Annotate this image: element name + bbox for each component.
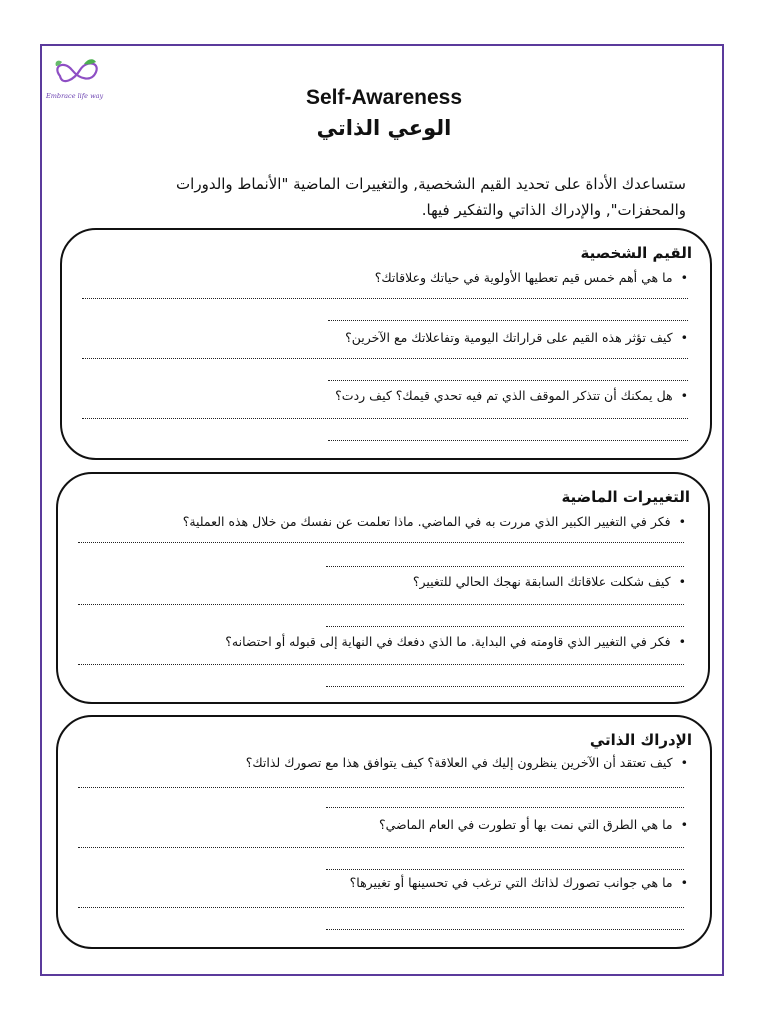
answer-line[interactable] [326,869,684,870]
question-item [350,875,688,890]
question-text: ما هي أهم خمس قيم تعطيها الأولوية في حياتك وعلاقاتك؟ [374,270,673,285]
question-text: ما هي الطرق التي نمت بها أو تطورت في العام الماضي؟ [379,817,673,832]
question-item [345,330,688,345]
bullet-icon: • [678,634,686,649]
section-personal-values [60,228,712,460]
page-title-english: Self-Awareness [305,86,463,109]
answer-line[interactable] [78,907,684,908]
question-item [375,270,688,285]
question-item [379,817,688,832]
question-text: فكر في التغيير الذي قاومته في البداية. ما الذي دفعك في النهاية إلى قبوله أو احتضانه؟ [225,634,671,649]
section-title: التغييرات الماضية [561,488,690,506]
bullet-icon: • [678,514,686,529]
bullet-icon: • [678,574,686,589]
answer-line[interactable] [328,320,688,321]
section-title: القيم الشخصية [580,244,692,262]
answer-line[interactable] [78,787,684,788]
answer-line[interactable] [78,664,684,665]
answer-line[interactable] [78,604,684,605]
question-item [246,755,688,770]
answer-line[interactable] [78,542,684,543]
intro-paragraph: ستساعدك الأداة على تحديد القيم الشخصية, والتغييرات الماضية "الأنماط والدورات والمحفزات", والإدراك الذاتي والتفكير فيها. [176,175,686,219]
answer-line[interactable] [326,566,684,567]
bullet-icon: • [680,875,688,890]
section-title: الإدراك الذاتي [589,731,692,749]
answer-line[interactable] [326,626,684,627]
answer-line[interactable] [326,929,684,930]
page-title-arabic: الوعي الذاتي [316,116,452,140]
answer-line[interactable] [82,298,688,299]
answer-line[interactable] [328,440,688,441]
question-text: هل يمكنك أن تتذكر الموقف الذي تم فيه تحدي قيمك؟ كيف ردت؟ [335,388,673,403]
question-item [183,514,686,529]
question-text: كيف شكلت علاقاتك السابقة نهجك الحالي للتغيير؟ [412,574,671,589]
question-item [225,634,686,649]
answer-line[interactable] [78,847,684,848]
answer-line[interactable] [328,380,688,381]
bullet-icon: • [680,388,688,403]
answer-line[interactable] [82,418,688,419]
bullet-icon: • [680,755,688,770]
section-past-changes [56,472,710,704]
question-item [413,574,686,589]
section-self-perception [56,715,712,949]
question-text: كيف تؤثر هذه القيم على قراراتك اليومية وتفاعلاتك مع الآخرين؟ [345,330,673,345]
question-text: فكر في التغيير الكبير الذي مررت به في الماضي. ماذا تعلمت عن نفسك من خلال هذه العملية؟ [182,514,671,529]
answer-line[interactable] [82,358,688,359]
bullet-icon: • [680,330,688,345]
bullet-icon: • [680,270,688,285]
answer-line[interactable] [326,807,684,808]
question-text: كيف تعتقد أن الآخرين ينظرون إليك في العلاقة؟ كيف يتوافق هذا مع تصورك لذاتك؟ [245,755,673,770]
bullet-icon: • [680,817,688,832]
answer-line[interactable] [326,686,684,687]
infinity-leaf-icon [50,56,106,90]
question-item [335,388,688,403]
logo-text: Embrace life way [46,92,104,100]
question-text: ما هي جوانب تصورك لذاتك التي ترغب في تحسينها أو تغييرها؟ [349,875,673,890]
